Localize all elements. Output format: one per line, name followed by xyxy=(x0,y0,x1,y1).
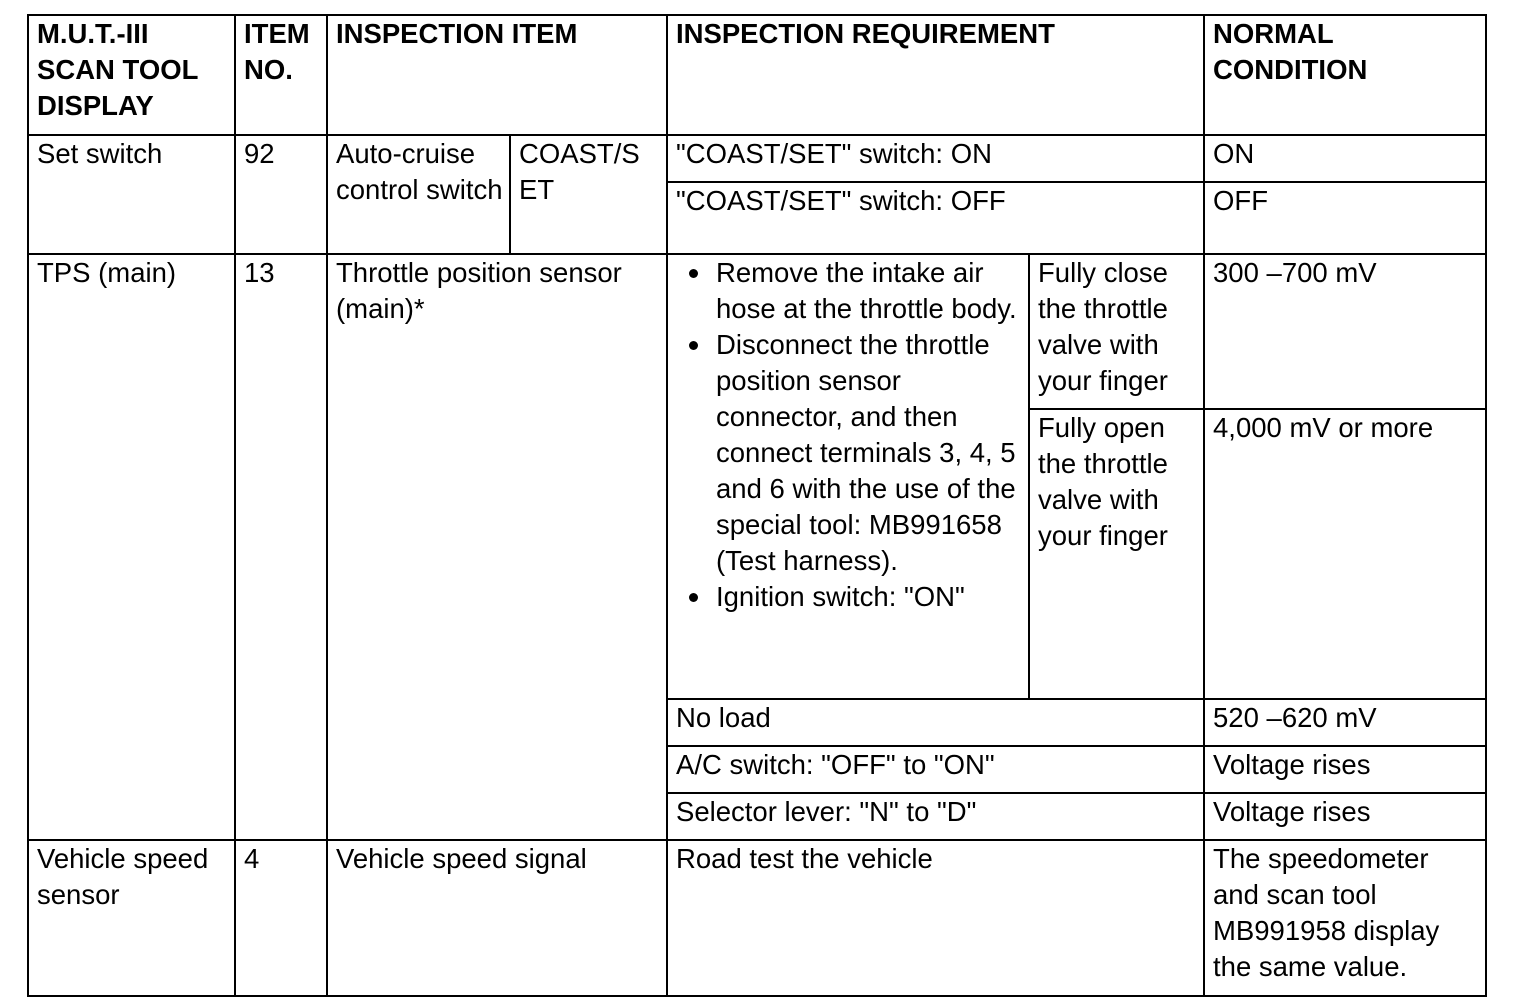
inspection-table xyxy=(27,14,1487,997)
requirement-road-test: Road test the vehicle xyxy=(667,840,1204,996)
table-row xyxy=(28,135,1486,182)
normal-coast-off: OFF xyxy=(1204,182,1486,254)
item-no-tps: 13 xyxy=(235,254,327,840)
item-no-set-switch: 92 xyxy=(235,135,327,254)
requirement-no-load: No load xyxy=(667,699,1204,746)
header-normal-condition: NORMAL CONDITION xyxy=(1204,15,1486,135)
header-display: M.U.T.-III SCAN TOOL DISPLAY xyxy=(28,15,235,135)
requirement-selector-lever: Selector lever: "N" to "D" xyxy=(667,793,1204,840)
requirement-fully-open: Fully open the throttle valve with your finger xyxy=(1029,409,1204,699)
display-tps: TPS (main) xyxy=(28,254,235,840)
list-item: Remove the intake air hose at the throttle body. xyxy=(716,255,1022,327)
normal-selector-lever: Voltage rises xyxy=(1204,793,1486,840)
display-vss: Vehicle speed sensor xyxy=(28,840,235,996)
item-tps: Throttle position sensor (main)* xyxy=(327,254,667,840)
tps-procedure-list xyxy=(676,255,1022,615)
requirement-fully-close: Fully close the throttle valve with your finger xyxy=(1029,254,1204,409)
table-row xyxy=(28,254,1486,409)
subitem-set-switch: COAST/S ET xyxy=(510,135,667,254)
list-item: Disconnect the throttle position sensor connector, and then connect terminals 3, 4, 5 and 6 with the use of the special tool: MB991658 (Test harness). xyxy=(716,327,1022,579)
header-inspection-item: INSPECTION ITEM xyxy=(327,15,667,135)
list-item: Ignition switch: "ON" xyxy=(716,579,1022,615)
requirement-coast-on: "COAST/SET" switch: ON xyxy=(667,135,1204,182)
requirement-ac-switch: A/C switch: "OFF" to "ON" xyxy=(667,746,1204,793)
header-requirement: INSPECTION REQUIREMENT xyxy=(667,15,1204,135)
header-row xyxy=(28,15,1486,135)
normal-fully-close: 300 –700 mV xyxy=(1204,254,1486,409)
normal-speedometer: The speedometer and scan tool MB991958 display the same value. xyxy=(1204,840,1486,996)
requirement-coast-off: "COAST/SET" switch: OFF xyxy=(667,182,1204,254)
tps-procedure xyxy=(667,254,1029,699)
item-no-vss: 4 xyxy=(235,840,327,996)
table-row xyxy=(28,840,1486,996)
header-item-no: ITEM NO. xyxy=(235,15,327,135)
normal-fully-open: 4,000 mV or more xyxy=(1204,409,1486,699)
display-set-switch: Set switch xyxy=(28,135,235,254)
normal-no-load: 520 –620 mV xyxy=(1204,699,1486,746)
normal-ac-switch: Voltage rises xyxy=(1204,746,1486,793)
item-vss: Vehicle speed signal xyxy=(327,840,667,996)
normal-coast-on: ON xyxy=(1204,135,1486,182)
item-set-switch: Auto-cruise control switch xyxy=(327,135,510,254)
